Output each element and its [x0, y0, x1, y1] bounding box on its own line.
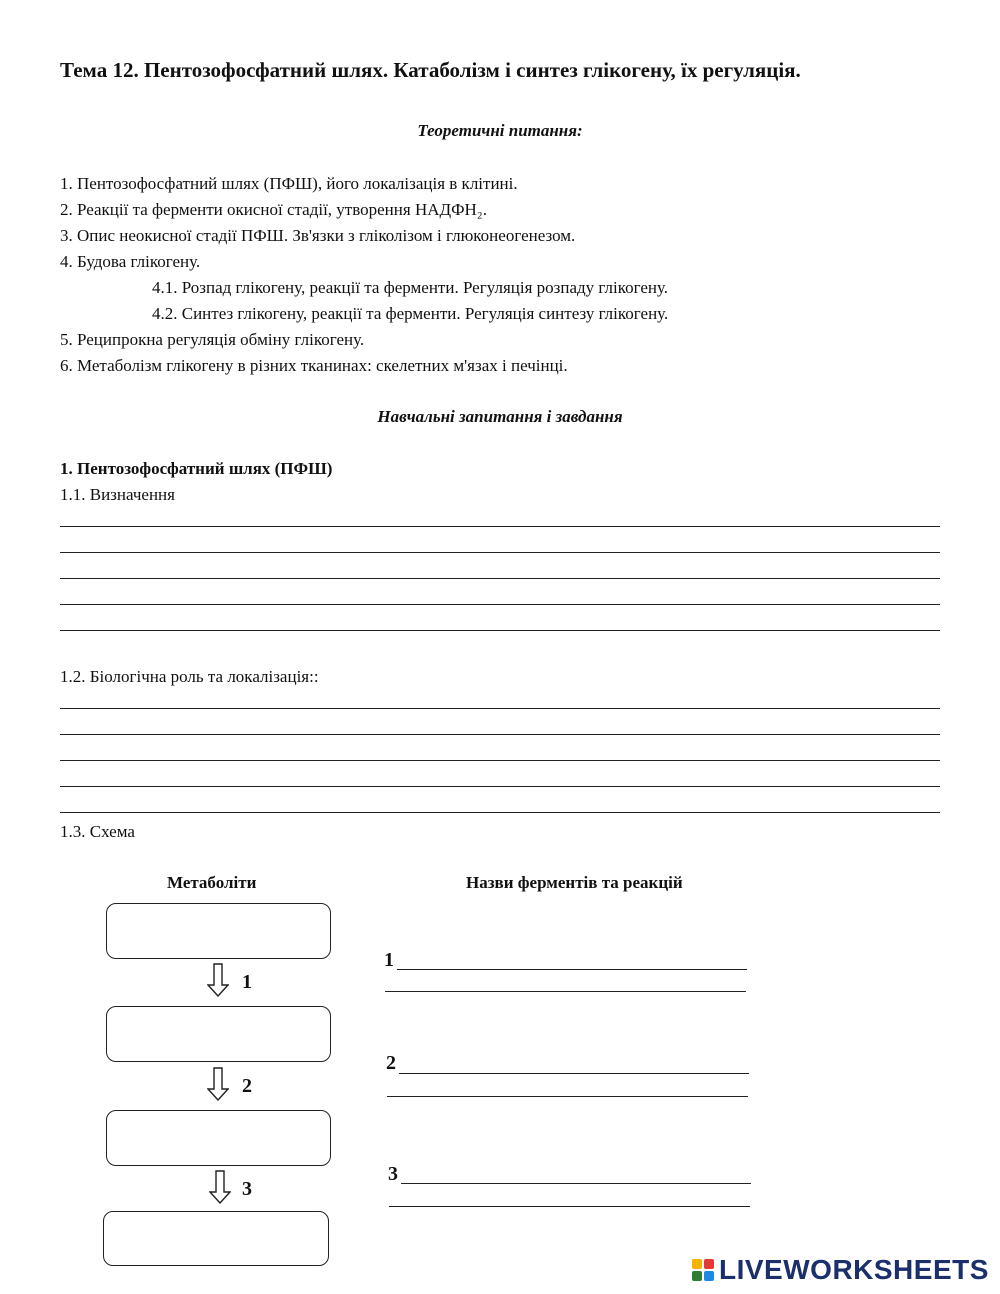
enzyme-answer-line[interactable] — [385, 991, 746, 992]
enzyme-number: 2 — [386, 1052, 396, 1074]
theory-subitem: 4.1. Розпад глікогену, реакції та ферменти. Регуляція розпаду глікогену. — [152, 278, 669, 297]
logo-square — [704, 1271, 714, 1281]
question-role: 1.2. Біологічна роль та локалізація:: — [60, 667, 319, 686]
down-arrow-icon — [207, 963, 229, 997]
question-definition: 1.1. Визначення — [60, 485, 175, 504]
answer-line-definition[interactable] — [60, 630, 940, 631]
enzyme-answer-line[interactable] — [387, 1096, 748, 1097]
theory-item: 2. Реакції та ферменти окисної стадії, утворення НАДФН₂. — [60, 200, 487, 219]
metabolites-header: Метаболіти — [167, 873, 257, 892]
answer-line-definition[interactable] — [60, 526, 940, 527]
theory-item: 3. Опис неокисної стадії ПФШ. Зв'язки з гліколізом і глюконеогенезом. — [60, 226, 576, 245]
metabolite-box[interactable] — [103, 1211, 329, 1266]
answer-line-role[interactable] — [60, 708, 940, 709]
enzyme-answer-line[interactable] — [399, 1073, 749, 1074]
answer-line-definition[interactable] — [60, 552, 940, 553]
logo-square — [692, 1271, 702, 1281]
section-heading: 1. Пентозофосфатний шлях (ПФШ) — [60, 459, 333, 478]
enzyme-answer-line[interactable] — [389, 1206, 750, 1207]
metabolite-box[interactable] — [106, 903, 331, 959]
enzymes-header: Назви ферментів та реакцій — [466, 873, 683, 892]
theory-item: 1. Пентозофосфатний шлях (ПФШ), його локалізація в клітині. — [60, 174, 518, 193]
step-number: 1 — [242, 971, 252, 993]
theory-item: 6. Метаболізм глікогену в різних тканинах: скелетних м'язах і печінці. — [60, 356, 568, 375]
logo-text: LIVEWORKSHEETS — [719, 1254, 989, 1285]
answer-line-role[interactable] — [60, 812, 940, 813]
enzyme-answer-line[interactable] — [401, 1183, 751, 1184]
down-arrow-icon — [207, 1067, 229, 1101]
answer-line-role[interactable] — [60, 734, 940, 735]
enzyme-number: 1 — [384, 949, 394, 971]
answer-line-definition[interactable] — [60, 578, 940, 579]
step-number: 3 — [242, 1178, 252, 1200]
tasks-heading: Навчальні запитання і завдання — [377, 407, 623, 426]
enzyme-answer-line[interactable] — [397, 969, 747, 970]
logo-mark-icon — [692, 1259, 714, 1281]
step-number: 2 — [242, 1075, 252, 1097]
logo-square — [692, 1259, 702, 1269]
down-arrow-icon — [209, 1170, 231, 1204]
metabolite-box[interactable] — [106, 1006, 331, 1062]
liveworksheets-logo — [692, 1254, 989, 1286]
theory-item: 5. Реципрокна регуляція обміну глікогену. — [60, 330, 365, 349]
enzyme-number: 3 — [388, 1163, 398, 1185]
answer-line-definition[interactable] — [60, 604, 940, 605]
theory-item: 4. Будова глікогену. — [60, 252, 201, 271]
logo-square — [704, 1259, 714, 1269]
answer-line-role[interactable] — [60, 786, 940, 787]
answer-line-role[interactable] — [60, 760, 940, 761]
question-scheme: 1.3. Схема — [60, 822, 135, 841]
page-title: Тема 12. Пентозофосфатний шлях. Катаболізм і синтез глікогену, їх регуляція. — [60, 58, 801, 82]
theory-heading: Теоретичні питання: — [417, 121, 583, 140]
theory-subitem: 4.2. Синтез глікогену, реакції та ферменти. Регуляція синтезу глікогену. — [152, 304, 669, 323]
metabolite-box[interactable] — [106, 1110, 331, 1166]
